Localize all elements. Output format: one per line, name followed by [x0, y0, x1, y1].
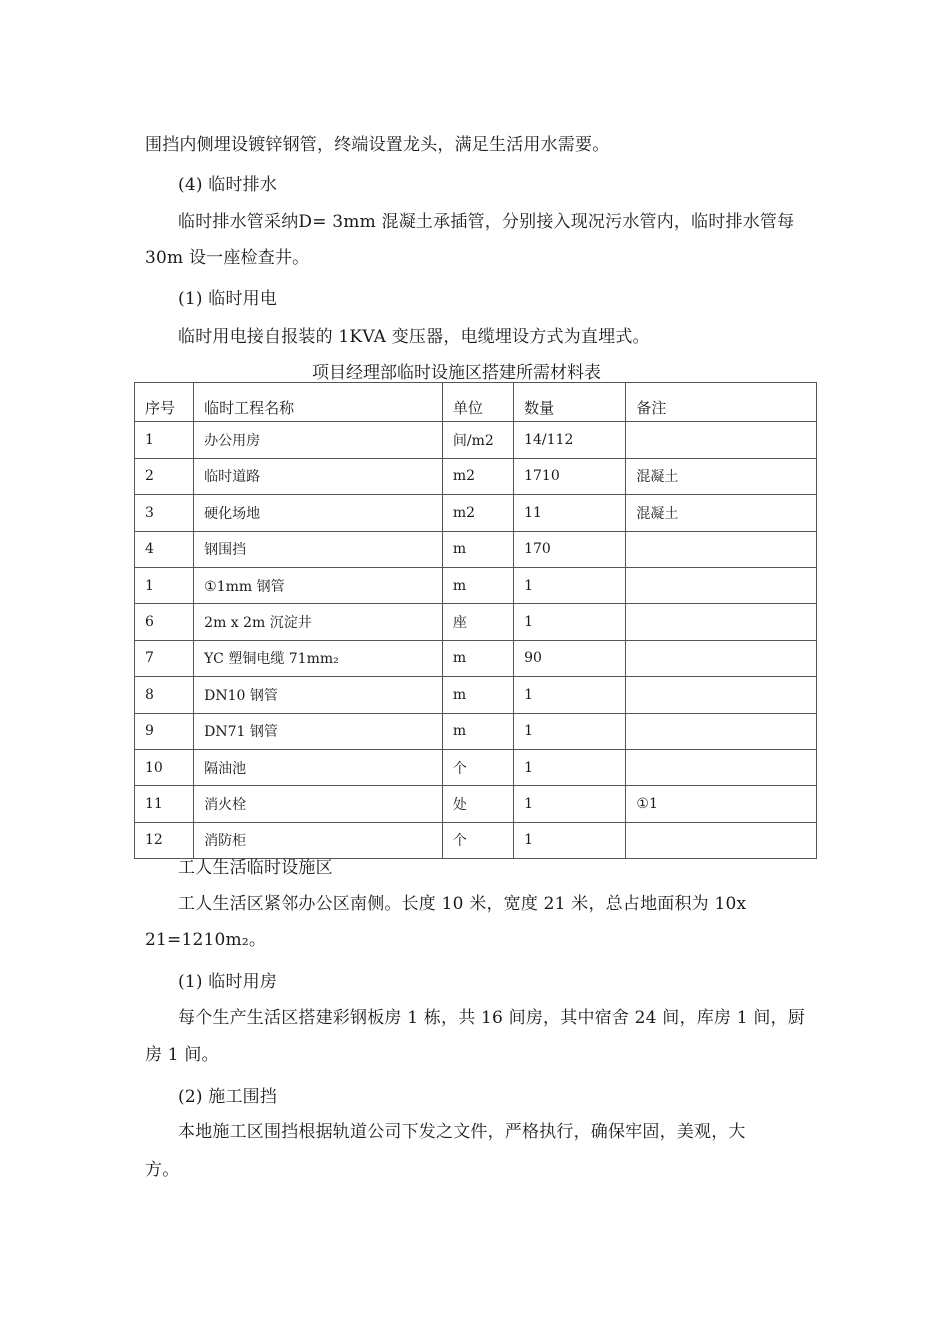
cell-unit: 处 — [442, 786, 513, 822]
paragraph-living-area-line1: 工人生活区紧邻办公区南侧。长度 10 米，宽度 21 米，总占地面积为 10x — [178, 894, 747, 914]
table-row — [135, 604, 817, 640]
cell-remarks — [626, 640, 817, 676]
cell-unit: m2 — [442, 458, 513, 494]
cell-remarks — [626, 422, 817, 458]
cell-index: 10 — [135, 749, 194, 785]
paragraph-water-pipe: 围挡内侧埋设镀锌钢管，终端设置龙头，满足生活用水需要。 — [145, 135, 610, 155]
cell-remarks — [626, 749, 817, 785]
cell-index: 8 — [135, 677, 194, 713]
cell-unit: m — [442, 677, 513, 713]
cell-unit: m — [442, 640, 513, 676]
header-unit: 单位 — [442, 383, 513, 422]
cell-remarks — [626, 604, 817, 640]
table-row — [135, 786, 817, 822]
table-row — [135, 567, 817, 603]
cell-name: DN71 钢管 — [194, 713, 443, 749]
cell-index: 3 — [135, 495, 194, 531]
table-row — [135, 458, 817, 494]
paragraph-drainage-line2: 30m 设一座检查井。 — [145, 248, 310, 268]
cell-name: 钢围挡 — [194, 531, 443, 567]
cell-remarks: 混凝土 — [626, 458, 817, 494]
cell-unit: 个 — [442, 749, 513, 785]
cell-unit: m — [442, 567, 513, 603]
cell-quantity: 1710 — [514, 458, 626, 494]
cell-index: 7 — [135, 640, 194, 676]
table-row — [135, 749, 817, 785]
cell-remarks — [626, 531, 817, 567]
heading-construction-enclosure: (2) 施工围挡 — [178, 1087, 278, 1107]
cell-quantity: 1 — [514, 786, 626, 822]
cell-unit: m — [442, 531, 513, 567]
cell-name: 消防柜 — [194, 822, 443, 858]
cell-unit: 座 — [442, 604, 513, 640]
cell-name: 消火栓 — [194, 786, 443, 822]
cell-name: 2m x 2m 沉淀井 — [194, 604, 443, 640]
cell-index: 1 — [135, 567, 194, 603]
table-row — [135, 531, 817, 567]
materials-table — [134, 382, 817, 859]
heading-temporary-power: (1) 临时用电 — [178, 289, 278, 309]
heading-temporary-housing: (1) 临时用房 — [178, 972, 278, 992]
cell-remarks — [626, 822, 817, 858]
paragraph-living-area-line2: 21=1210m₂。 — [145, 930, 267, 950]
paragraph-housing-line1: 每个生产生活区搭建彩钢板房 1 栋，共 16 间房，其中宿舍 24 间，库房 1 间，厨 — [178, 1008, 805, 1028]
header-index: 序号 — [135, 383, 194, 422]
cell-unit: 间/m2 — [442, 422, 513, 458]
cell-quantity: 1 — [514, 604, 626, 640]
cell-name: 硬化场地 — [194, 495, 443, 531]
cell-unit: m2 — [442, 495, 513, 531]
cell-remarks: 混凝土 — [626, 495, 817, 531]
cell-quantity: 1 — [514, 749, 626, 785]
cell-quantity: 11 — [514, 495, 626, 531]
cell-name: YC 塑铜电缆 71mm₂ — [194, 640, 443, 676]
table-header-row — [135, 383, 817, 422]
cell-index: 12 — [135, 822, 194, 858]
header-remarks: 备注 — [626, 383, 817, 422]
table-caption: 项目经理部临时设施区搭建所需材料表 — [312, 363, 601, 383]
cell-index: 2 — [135, 458, 194, 494]
cell-unit: 个 — [442, 822, 513, 858]
cell-remarks: ①1 — [626, 786, 817, 822]
header-name: 临时工程名称 — [194, 383, 443, 422]
cell-index: 6 — [135, 604, 194, 640]
cell-index: 1 — [135, 422, 194, 458]
cell-quantity: 170 — [514, 531, 626, 567]
cell-name: 临时道路 — [194, 458, 443, 494]
cell-remarks — [626, 567, 817, 603]
table-row — [135, 422, 817, 458]
cell-unit: m — [442, 713, 513, 749]
cell-quantity: 1 — [514, 567, 626, 603]
paragraph-enclosure-line1: 本地施工区围挡根据轨道公司下发之文件，严格执行，确保牢固，美观，大 — [178, 1122, 746, 1142]
cell-name: ①1mm 钢管 — [194, 567, 443, 603]
cell-name: 办公用房 — [194, 422, 443, 458]
heading-temporary-drainage: (4) 临时排水 — [178, 175, 278, 195]
cell-remarks — [626, 677, 817, 713]
paragraph-drainage-line1: 临时排水管采纳D= 3mm 混凝土承插管，分别接入现况污水管内，临时排水管每 — [178, 212, 795, 232]
cell-name: DN10 钢管 — [194, 677, 443, 713]
paragraph-power: 临时用电接自报装的 1KVA 变压器，电缆埋设方式为直埋式。 — [178, 327, 650, 347]
paragraph-housing-line2: 房 1 间。 — [145, 1045, 219, 1065]
cell-quantity: 14/112 — [514, 422, 626, 458]
cell-quantity: 90 — [514, 640, 626, 676]
header-quantity: 数量 — [514, 383, 626, 422]
cell-quantity: 1 — [514, 713, 626, 749]
cell-index: 9 — [135, 713, 194, 749]
heading-worker-living-area: 工人生活临时设施区 — [178, 858, 333, 878]
table-row — [135, 713, 817, 749]
cell-name: 隔油池 — [194, 749, 443, 785]
paragraph-enclosure-line2: 方。 — [145, 1160, 180, 1180]
table-row — [135, 495, 817, 531]
cell-quantity: 1 — [514, 677, 626, 713]
cell-remarks — [626, 713, 817, 749]
cell-index: 11 — [135, 786, 194, 822]
cell-quantity: 1 — [514, 822, 626, 858]
table-row — [135, 640, 817, 676]
cell-index: 4 — [135, 531, 194, 567]
table-row — [135, 677, 817, 713]
table-row — [135, 822, 817, 858]
